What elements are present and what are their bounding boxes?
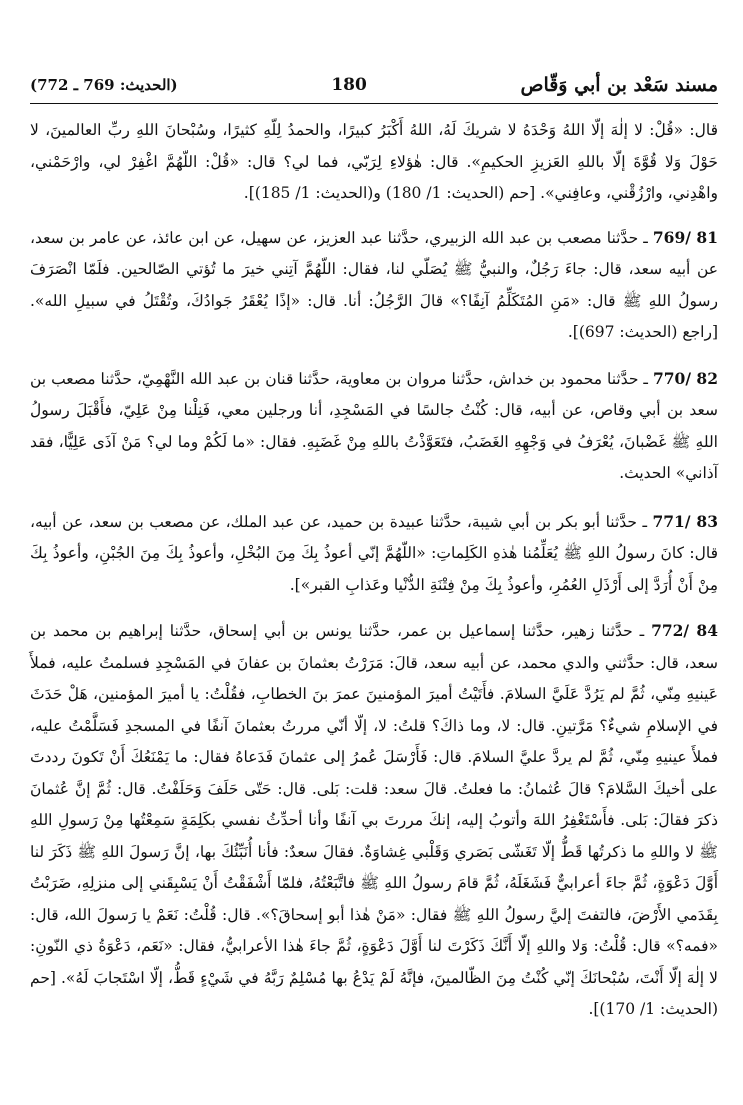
hadith-entry	[30, 615, 718, 1026]
hadith-entry	[30, 363, 718, 490]
hadith-number: 772/ 84	[651, 621, 718, 640]
hadith-text: ـ حدَّثنا أبو بكر بن أبي شيبة، حدَّثنا عبيدة بن حميد، عن عبد الملك، عن مصعب بن سعد، عن أبيه، قال: كانَ رسولُ اللهِ ﷺ يُعَلِّمُنا هٰذهِ الكَلِماتِ: «اللّهُمَّ إنّي أعوذُ بِكَ مِنَ البُخْلِ، وأعوذُ بِكَ مِنَ الجُبْنِ، وأعوذُ بِكَ مِنْ أَنْ أُرَدَّ إلى أَرْذَلِ العُمُرِ، وأعوذُ بِكَ مِنْ فِتْنَةِ الدُّنْيا وعَذابِ القبر»].	[30, 512, 718, 594]
hadith-text: ـ حدَّثنا محمود بن خداش، حدَّثنا مروان بن معاوية، حدَّثنا قنان بن عبد الله النَّهْمِيّ، حدَّثنا مصعب بن سعد بن أبي وقاص، عن أبيه، قال: كُنْتُ جالسًا في المَسْجِدِ، أنا ورجلين معي، فَنِلْنا مِنْ عَلِيّ، فأَقْبَلَ رسولُ اللهِ ﷺ غَضْبانَ، يُعْرَفُ في وَجْهِهِ الغَضَبُ، فتَعَوَّذْتُ باللهِ مِنْ غَضَبِهِ. فقال: «ما لَكُمْ وما لي؟ مَنْ آذَى عَلِيًّا، فقد آذاني» الحديث.	[30, 369, 718, 482]
hadith-number: 770/ 82	[652, 368, 718, 388]
book-title: مسند سَعْد بن أبي وَقّاص	[520, 74, 718, 96]
hadith-number: 771/ 83	[652, 511, 718, 531]
hadith-text: قال: «قُلْ: لا إلٰهَ إلّا اللهُ وَحْدَهُ لا شريكَ لَهُ، اللهُ أَكْبَرُ كبيرًا، والحمدُ لِلّهِ كثيرًا، وسُبْحانَ اللهِ ربِّ العالمينَ، لا حَوْلَ وَلا قُوَّةَ إلّا باللهِ العَزيزِ الحكيمِ». قال: هٰؤلاءِ لِرَبّي، فما لي؟ قال: «قُلْ: اللّهُمَّ اغْفِرْ لي، وارْحَمْني، واهْدِني، وارْزُقْني، وعافِني». [حم (الحديث: 1/ 180) و(الحديث: 1/ 185)].	[30, 121, 718, 202]
hadith-text: ـ حدَّثنا زهير، حدَّثنا إسماعيل بن عمر، حدَّثنا يونس بن أبي إسحاق، حدَّثنا إبراهيم بن محمد بن سعد، قال: حدَّثني والدي محمد، عن أبيه سعد، قالَ: مَرَرْتُ بعثمانَ بن عفانَ في المَسْجِدِ فسلمتُ عليه، فملأَ عَينيهِ مِنّي، ثُمَّ لم يَرُدَّ عَلَيَّ السلامَ. فأَتَيْتُ أميرَ المؤمنينَ عمرَ بنَ الخطابِ، فقُلْتُ: يا أميرَ المؤمنين، هَلْ حَدَثَ في الإسلامِ شيءٌ؟ مَرَّتينِ. قال: لا، وما ذاكَ؟ قلتُ: لا، إلّا أنّي مررتُ بعثمانَ آنفًا في المسجدِ فَسَلَّمْتُ عليه، فملأَ عينيهِ مِنّي، ثُمَّ لم يردَّ عليَّ السلامَ. قال: فَأَرْسَلَ عُمرُ إلى عثمانَ فَدَعاهُ فقال: ما يَمْنَعُكَ أَنْ تَكونَ رددتَ على أخيكَ السَّلامَ؟ قالَ عُثمانُ: ما فعلتُ. قالَ سعد: قلت: بَلى. قال: حَتّى حَلَفَ وَحَلَفْتُ. قال: ثُمَّ إنَّ عُثمانَ ذكرَ فقالَ: بَلى. فأَسْتَغْفِرُ اللهَ وأتوبُ إليه، إنكَ مررتَ بي آنفًا وأنا أحدِّثُ نفسي بكَلِمَةٍ سَمِعْتُها مِنْ رَسولِ اللهِ ﷺ لا واللهِ ما ذكرتُها قَطُّ إلّا تَغَشّى بَصَري وَقَلْبي غِشاوَةٌ. فقالَ سعدٌ: فأنا أُنَبِّئُكَ بها، إنَّ رَسولَ اللهِ ﷺ ذَكَرَ لنا أَوَّلَ دَعْوَةٍ، ثُمَّ جاءَ أعرابيٌّ فَشَغَلَهُ، ثُمَّ قامَ رسولُ اللهِ ﷺ فاتَّبَعْتُهُ، فلمّا أَشْفَقْتُ أَنْ يَسْبِقَني إلى منزلِهِ، ضَرَبْتُ بِقَدَمي الأَرْضَ، فالتفتَ إليَّ رسولُ اللهِ ﷺ فقال: «مَنْ هٰذا أبو إسحاقَ؟». قال: قُلْتُ: نَعَمْ يا رَسولَ الله، قال: «فمه؟» قال: قُلْتُ: وَلا واللهِ إلّا أَنَّكَ ذَكَرْتَ لنا أَوَّلَ دَعْوَةٍ، ثُمَّ جاءَ هٰذا الأعرابيُّ، فقال: «نَعَم، دَعْوَةُ ذي النّونِ: لا إلٰهَ إلّا أَنْتَ، سُبْحانَكَ إنّي كُنْتُ مِنَ الظّالمينَ، فإنَّهُ لَمْ يَدْعُ بها مُسْلِمٌ رَبَّهُ في شَيْءٍ قَطُّ، إلّا اسْتَجابَ لَهُ». [حم (الحديث: 1/ 170)].	[30, 622, 718, 1018]
page-number: 180	[331, 75, 367, 95]
hadith-text: ـ حدَّثنا مصعب بن عبد الله الزبيري، حدَّثنا عبد العزيز، عن سهيل، عن ابن عائذ، عن عامر بن سعد، عن أبيه سعد، قال: جاءَ رَجُلٌ، والنبيُّ ﷺ يُصَلّي لنا، فقال: اللّهُمَّ آتِني خيرَ ما تُؤتي الصّالحين. فلَمّا انْصَرَفَ رسولُ اللهِ ﷺ قال: «مَنِ المُتَكَلِّمُ آنِفًا؟» قالَ الرَّجُلُ: أنا. قال: «إذًا يُعْقَرُ جَوادُكَ، وتُقْتَلُ في سبيلِ الله». [راجع (الحديث: 697)].	[30, 228, 718, 341]
page-header	[30, 70, 718, 100]
hadith-number: 769/ 81	[652, 227, 718, 247]
hadith-range: (الحديث: 769 ـ 772)	[30, 76, 178, 94]
page-body	[30, 115, 718, 1026]
hadith-entry	[30, 115, 718, 210]
hadith-entry	[30, 222, 718, 349]
hadith-entry	[30, 506, 718, 602]
header-divider	[30, 103, 718, 104]
